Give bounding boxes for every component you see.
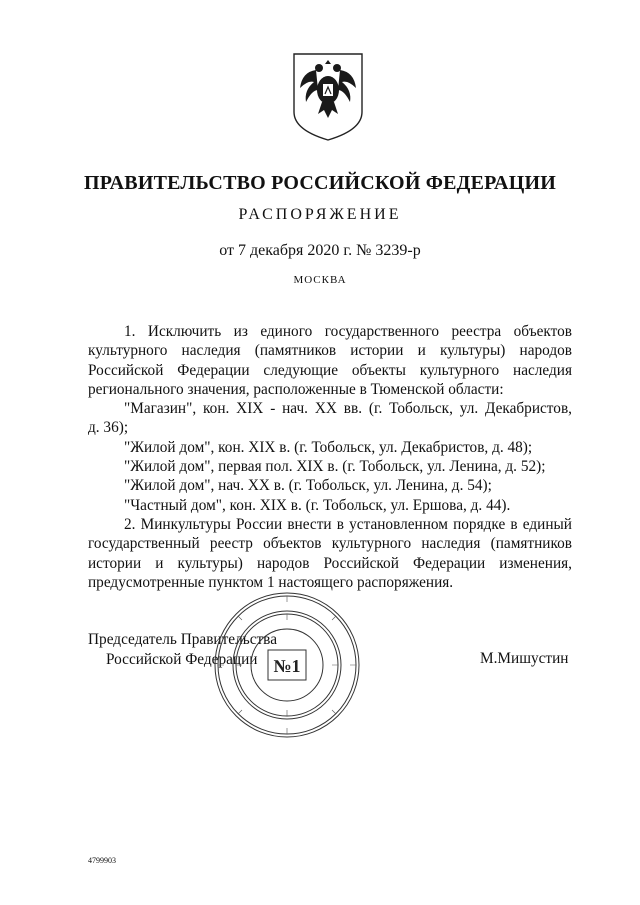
list-item: "Жилой дом", нач. XX в. (г. Тобольск, ул. Ленина, д. 54); [124,477,492,495]
list-item-continuation: д. 36); [88,419,129,437]
paragraph-line: регионального значения, расположенные в Тюменской области: [88,380,504,398]
paragraph-line: Российской Федерации следующие объекты культурного наследия [88,361,572,379]
seal-number: №1 [273,656,301,676]
document-number: 4799903 [88,856,116,865]
list-item: "Магазин", кон. XIX - нач. XX вв. (г. Тобольск, ул. Декабристов, [124,400,572,418]
paragraph-line: 1. Исключить из единого государственного реестра объектов [124,323,572,340]
government-title: ПРАВИТЕЛЬСТВО РОССИЙСКОЙ ФЕДЕРАЦИИ [84,172,556,194]
list-item: "Жилой дом", первая пол. XIX в. (г. Тобольск, ул. Ленина, д. 52); [124,458,546,476]
paragraph-line: истории и культуры) народов Российской Федерации изменения, [88,554,572,572]
paragraph-2 [88,515,572,592]
position-line: Председатель Правительства [88,631,277,648]
paragraph-line: 2. Минкультуры России внести в установленном порядке в единый [124,515,572,533]
signatory-name: М.Мишустин [480,650,569,667]
document-type: РАСПОРЯЖЕНИЕ [238,206,402,223]
city-label: МОСКВА [293,274,347,286]
list-item: "Частный дом", кон. XIX в. (г. Тобольск, ул. Ершова, д. 44). [124,496,511,514]
object-list [88,399,572,515]
paragraph-1 [88,322,572,399]
paragraph-line: государственный реестр объектов культурного наследия (памятников [88,535,572,553]
paragraph-line: предусмотренные пунктом 1 настоящего распоряжения. [88,573,454,591]
position-line: Российской Федерации [106,651,258,668]
double-headed-eagle-icon [288,50,368,142]
official-seal-icon [212,590,362,740]
list-item: "Жилой дом", кон. XIX в. (г. Тобольск, ул. Декабристов, д. 48); [124,438,533,456]
date-and-number: от 7 декабря 2020 г. № 3239-р [219,242,421,259]
order-body [88,322,572,592]
paragraph-line: культурного наследия (памятников истории и культуры) народов [88,342,572,360]
